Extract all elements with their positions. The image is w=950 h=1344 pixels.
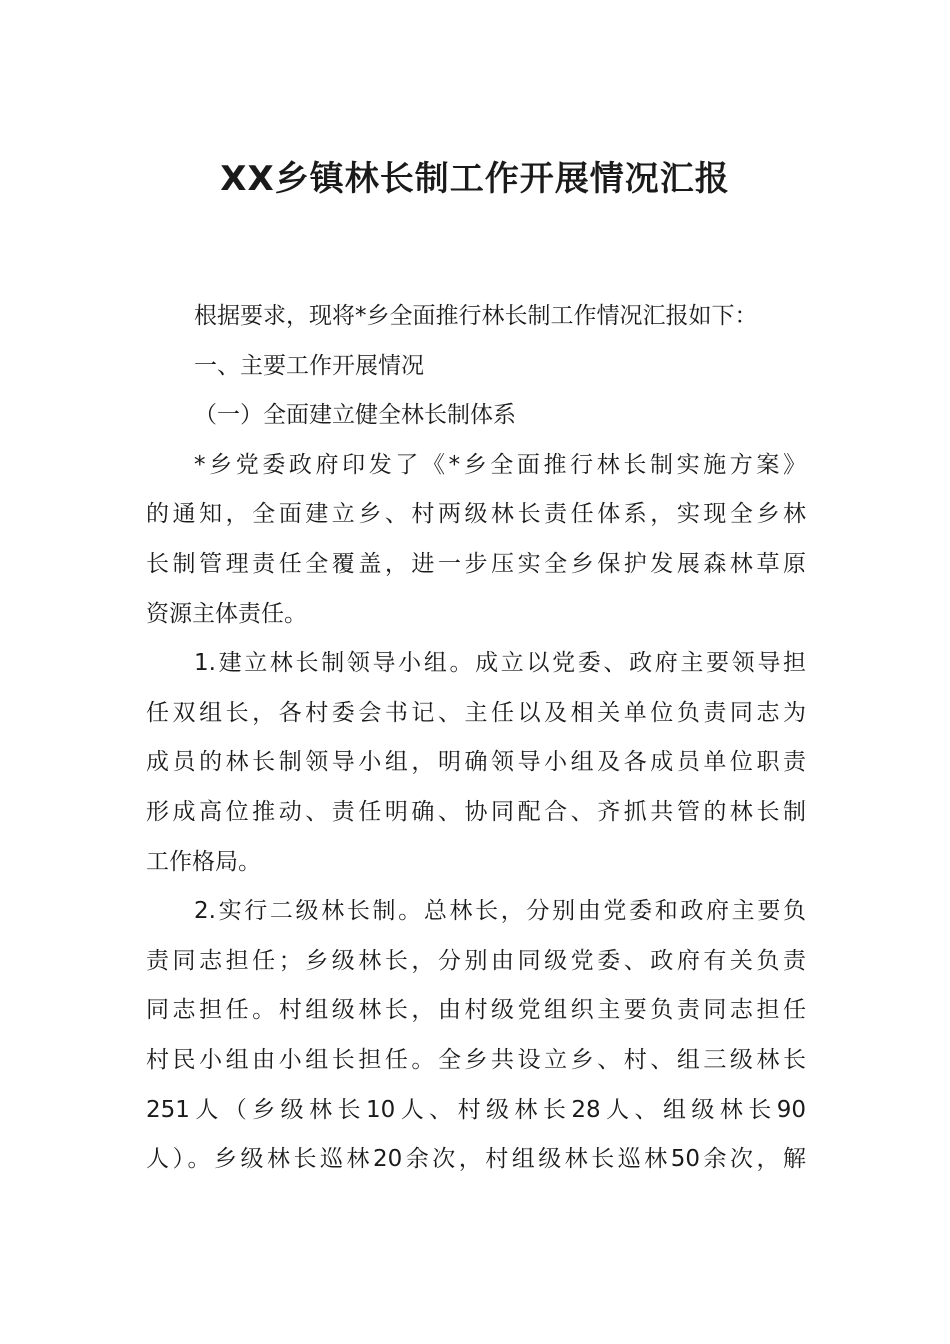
- paragraph-line: 同志担任。村组级林长，由村级党组织主要负责同志担任: [146, 997, 806, 1024]
- paragraph-line: 2.实行二级林长制。总林长，分别由党委和政府主要负: [194, 898, 806, 925]
- paragraph-line: 任双组长，各村委会书记、主任以及相关单位负责同志为: [146, 699, 806, 726]
- paragraph-line: 责同志担任；乡级林长，分别由同级党委、政府有关负责: [146, 947, 806, 974]
- paragraph-line: 长制管理责任全覆盖，进一步压实全乡保护发展森林草原: [146, 550, 806, 577]
- subsection-heading-1: （一）全面建立健全林长制体系: [194, 402, 516, 429]
- paragraph-line: 的通知，全面建立乡、村两级林长责任体系，实现全乡林: [146, 501, 806, 528]
- paragraph-line: *乡党委政府印发了《*乡全面推行林长制实施方案》: [194, 451, 806, 478]
- document-body: [146, 292, 806, 1185]
- intro-paragraph: 根据要求，现将*乡全面推行林长制工作情况汇报如下：: [194, 303, 758, 329]
- paragraph-line: 人）。乡级林长巡林20余次，村组级林长巡林50余次，解: [146, 1146, 806, 1173]
- paragraph-line: 1.建立林长制领导小组。成立以党委、政府主要领导担: [194, 650, 806, 677]
- section-heading-1: 一、主要工作开展情况: [194, 352, 424, 379]
- paragraph-line: 资源主体责任。: [146, 600, 307, 627]
- paragraph-line: 成员的林长制领导小组，明确领导小组及各成员单位职责: [146, 749, 806, 776]
- document-title: XX乡镇林长制工作开展情况汇报: [220, 159, 730, 199]
- paragraph-line: 工作格局。: [146, 848, 261, 875]
- paragraph-line: 村民小组由小组长担任。全乡共设立乡、村、组三级林长: [146, 1046, 806, 1073]
- paragraph-line: 形成高位推动、责任明确、协同配合、齐抓共管的林长制: [146, 798, 806, 825]
- paragraph-line: 251人（乡级林长10人、村级林长28人、组级林长90: [146, 1096, 806, 1123]
